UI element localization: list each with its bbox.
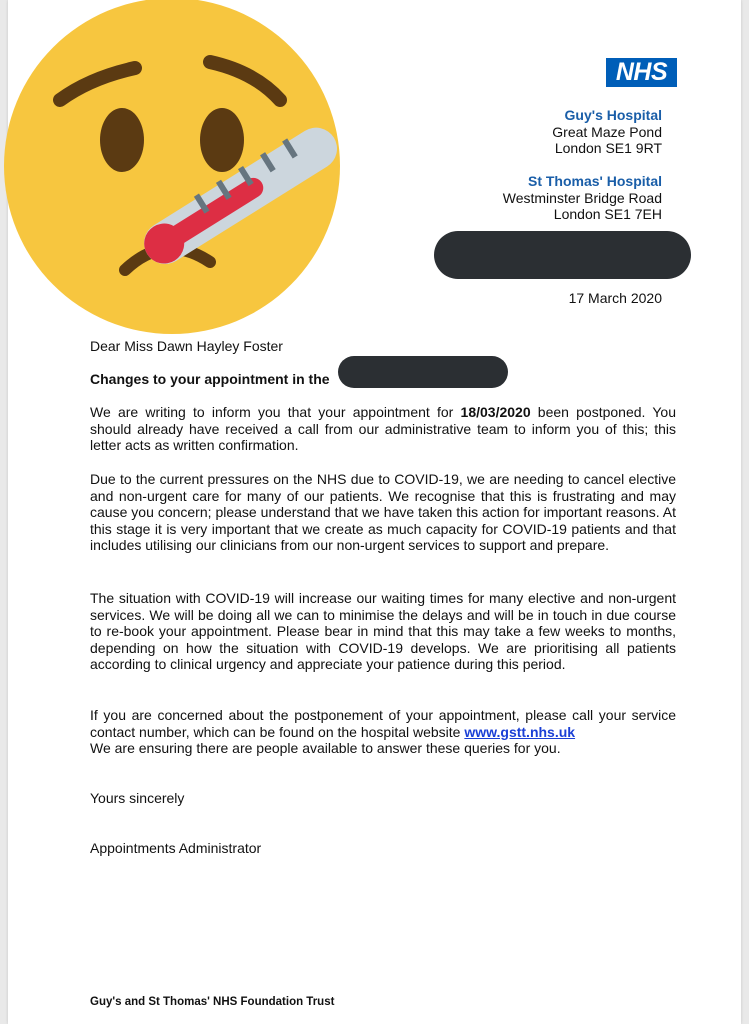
website-link[interactable]: www.gstt.nhs.uk xyxy=(464,723,576,740)
paragraph-1-start: We are writing to inform you that your appointment for xyxy=(90,404,461,420)
paragraph-1-end: been postponed. You should already have received a call from our administrative team to inform you of this; this letter acts as written confirmation. xyxy=(90,404,676,454)
paragraph-2: Due to the current pressures on the NHS due to COVID-19, we are needing to cancel elective and non-urgent care for many of our patients. We recognise that this is frustrating and may cause you concern; please understand that we have taken this action for important reasons. At this stage it is very important that we create as much capacity for COVID-19 patients and that includes utilising our clinicians from our non-urgent services to support and prepare. xyxy=(90,471,676,554)
nhs-logo: NHS xyxy=(606,58,677,87)
guys-address-line1: Great Maze Pond xyxy=(552,123,662,140)
guys-hospital-name: Guy's Hospital xyxy=(564,107,662,123)
paragraph-1 xyxy=(90,404,676,454)
st-thomas-hospital-name: St Thomas' Hospital xyxy=(527,173,662,189)
guys-hospital-address xyxy=(552,107,662,157)
redacted-block-address xyxy=(434,231,691,279)
letter-date: 17 March 2020 xyxy=(568,290,662,306)
st-thomas-address-line2: London SE1 7EH xyxy=(553,206,662,222)
paragraph-4 xyxy=(90,707,676,757)
paragraph-3: The situation with COVID-19 will increase our waiting times for many elective and non-urgent services. We will be doing all we can to minimise the delays and will be in touch in due course to re-book your appointment. Please bear in mind that this may take a few weeks to months, depending on how the situation with COVID-19 develops. We are prioritising all patients according to clinical urgency and appreciate your patience during this period. xyxy=(90,590,676,673)
paragraph-4-start: If you are concerned about the postponement of your appointment, please call your service contact number, which can be found on the hospital website xyxy=(90,707,676,740)
paragraph-4-end: We are ensuring there are people available to answer these queries for you. xyxy=(90,740,561,757)
st-thomas-hospital-address xyxy=(503,173,662,223)
guys-address-line2: London SE1 9RT xyxy=(554,140,662,156)
st-thomas-address-line1: Westminster Bridge Road xyxy=(502,189,662,206)
face-with-thermometer-icon xyxy=(0,0,345,345)
closing: Yours sincerely xyxy=(90,790,185,806)
footer-trust-name: Guy's and St Thomas' NHS Foundation Trust xyxy=(90,996,335,1008)
signature: Appointments Administrator xyxy=(90,840,262,856)
redacted-block-subject xyxy=(338,356,508,388)
appointment-date: 18/03/2020 xyxy=(460,404,531,420)
salutation: Dear Miss Dawn Hayley Foster xyxy=(90,338,283,354)
subject-line: Changes to your appointment in the xyxy=(90,371,330,387)
